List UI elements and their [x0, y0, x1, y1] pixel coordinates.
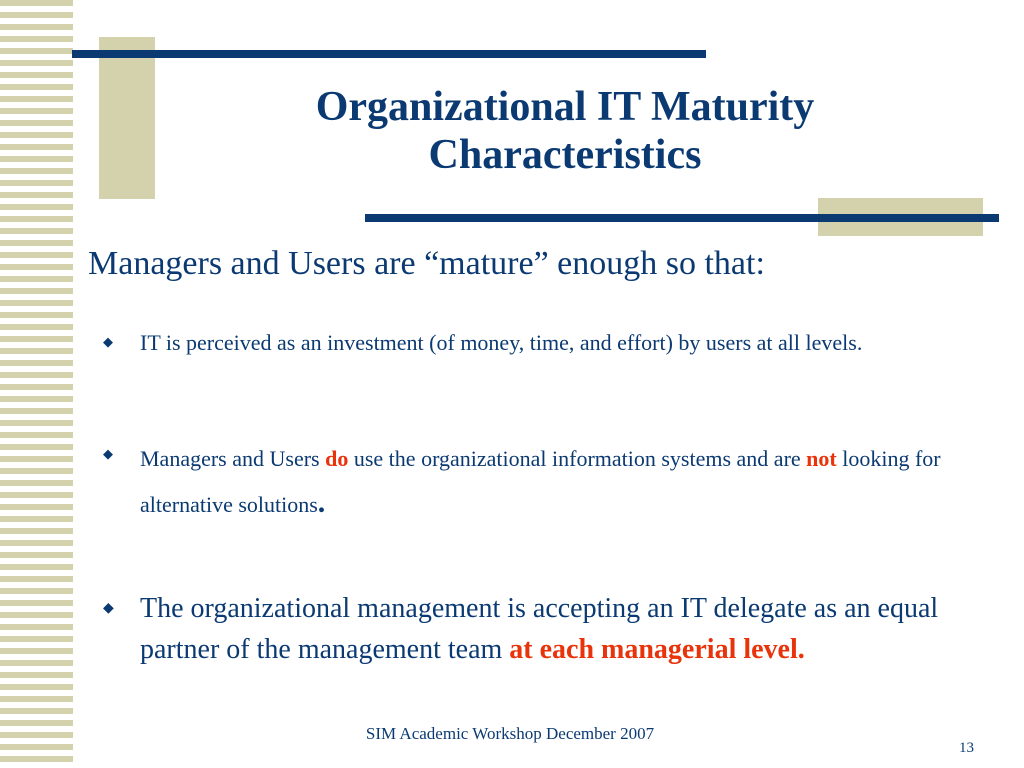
bullet-text: IT is perceived as an investment (of money, time, and effort) by users at all levels.: [140, 330, 863, 355]
slide-title-line-1: Organizational IT Maturity: [315, 84, 815, 130]
bullet-text-part: looking for alternative solutions: [140, 446, 941, 517]
decorative-line-top: [72, 50, 706, 58]
left-striped-border: [0, 0, 73, 768]
emphasis-text: not: [806, 446, 837, 471]
slide-subtitle: Managers and Users are “mature” enough so that:: [88, 245, 765, 282]
bullet-text-part: The organizational management is accepting an IT delegate as an equal partner of the management team: [140, 593, 939, 665]
diamond-bullet-icon: ◆: [103, 447, 113, 462]
slide-footer: SIM Academic Workshop December 2007: [365, 724, 655, 743]
slide-title: [260, 83, 870, 179]
bullet-text-part: Managers and Users: [140, 446, 326, 471]
diamond-bullet-icon: ◆: [103, 600, 114, 616]
decorative-block-left: [99, 37, 155, 199]
slide-title-line-2: Characteristics: [428, 132, 702, 178]
bullet-text: [140, 437, 970, 527]
emphasis-text: at each managerial level.: [509, 634, 805, 665]
diamond-bullet-icon: ◆: [103, 335, 113, 350]
bullet-text-period: .: [317, 486, 326, 519]
page-number: 13: [959, 740, 974, 756]
bullet-text-part: use the organizational information systems and are: [348, 446, 807, 471]
bullet-text: [140, 588, 980, 670]
emphasis-text: do: [325, 446, 349, 471]
decorative-line-bottom: [365, 214, 999, 222]
